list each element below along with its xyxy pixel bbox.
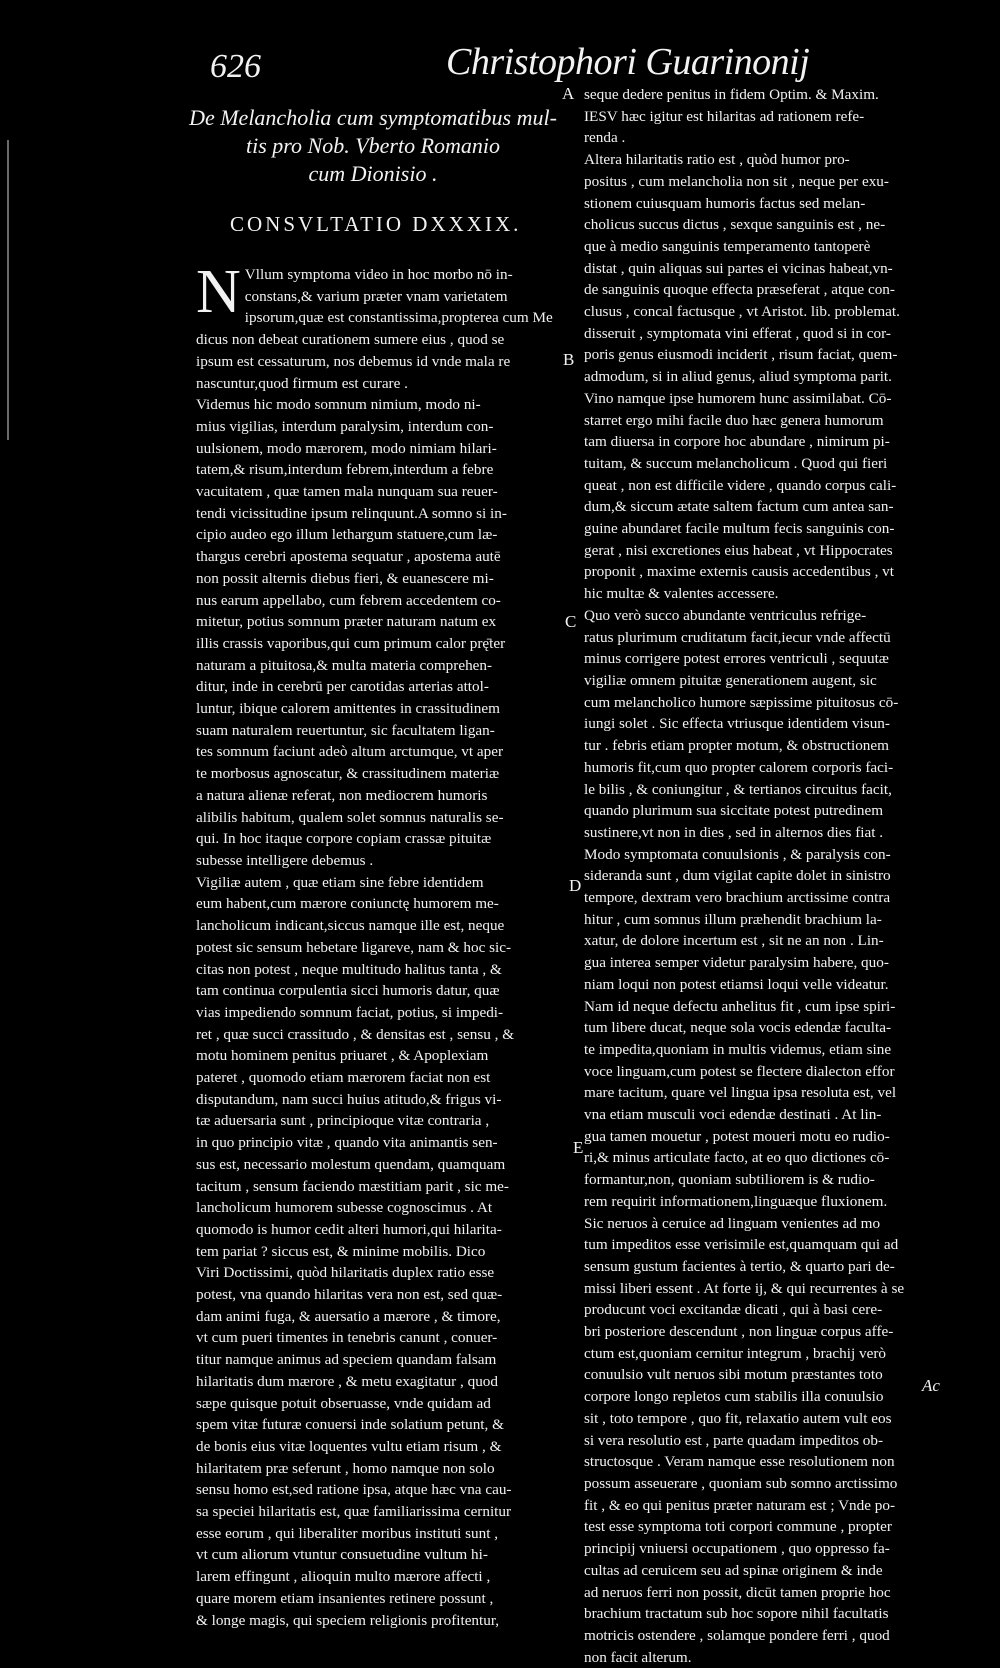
text-line: sensum gustum facientes à tertio, & quarto pari de- (584, 1257, 895, 1275)
text-line: missi liberi essent . At forte ij, & qui recurrentes à se (584, 1279, 905, 1297)
text-line: hitur , cum somnus illum præhendit brachium la- (584, 910, 882, 928)
text-line: poris genus eiusmodi inciderit , risum faciat, quem- (584, 346, 898, 364)
text-line: alibilis habitum, qualem solet somnus naturalis se- (196, 808, 504, 826)
text-line: cum melancholico humore sæpissime pituitosus cō- (584, 693, 899, 711)
text-line: lancholicum indicant,siccus namque ille est, neque (196, 917, 505, 935)
text-line: ipsorum,quæ est constantissima,propterea cum Me (244, 309, 553, 327)
text-line: gua tamen mouetur , potest moueri motu eo rudio- (584, 1127, 890, 1145)
text-line: sæpe quisque potuit obseruasse, vnde quidam ad (196, 1394, 491, 1412)
text-line: quando plurimum sua siccitate potest putredinem (584, 802, 884, 820)
text-line: disputandum, nam succi huius atitudo,& frigus vi- (196, 1090, 502, 1108)
text-line: non facit alterum. (584, 1648, 692, 1666)
text-line: tem pariat ? siccus est, & minime mobilis. Dico (196, 1242, 486, 1260)
text-line: tendi vicissitudine ipsum relinquunt.A somno si in- (196, 504, 507, 522)
text-line: renda . (584, 129, 626, 147)
text-line: que à medio sanguinis temperamento tantoperè (584, 237, 871, 255)
text-line: a natura alienæ referat, non mediocrem humoris (196, 786, 488, 804)
text-line: rem requirit informationem,linguæque fluxionem. (584, 1192, 888, 1210)
text-line: dicus non debeat curationem sumere eius , quod se (196, 331, 505, 349)
text-line: & longe magis, qui speciem religionis profitentur, (196, 1611, 500, 1629)
text-line: tacitum , sensum faciendo mæstitiam parit , sic me- (196, 1177, 509, 1195)
text-line: tatem,& risum,interdum febrem,interdum a febre (196, 461, 494, 479)
text-line: ad neruos ferri non possit, dicūt tamen proprie hoc (584, 1583, 891, 1601)
text-line: Vllum symptoma video in hoc morbo nō in- (244, 266, 513, 283)
margin-letter-a: A (562, 84, 575, 103)
margin-letter-e: E (573, 1138, 584, 1157)
text-line: stionem cuiusquam humoris factus sed melan- (584, 194, 866, 212)
drop-cap: N (196, 258, 241, 326)
text-line: de sanguinis quoque effecta præseferat , atque con- (584, 281, 895, 299)
text-line: nus earum appellabo, cum febrem accedentem co- (196, 591, 501, 609)
text-line: humoris fit,cum quo propter calorem corporis faci- (584, 758, 894, 776)
text-line: lancholicum humorem subesse cognoscimus . At (196, 1199, 493, 1217)
text-line: Sic neruos à ceruice ad linguam venientes ad mo (584, 1214, 881, 1232)
text-line: tæ aduersaria sunt , principioque vitæ contraria , (196, 1112, 490, 1130)
text-line: corpore longo repletos cum stabilis illa conuulsio (584, 1388, 884, 1406)
text-line: tes somnum faciunt adeò altum arctumque, vt aper (196, 743, 504, 761)
text-line: sustinere,vt non in dies , sed in alternos dies fiat . (584, 823, 884, 841)
text-line: gerat , nisi excretiones eius habeat , vt Hippocrates (584, 541, 893, 559)
text-line: le bilis , & coniungitur , & tertianos circuitus facit, (584, 780, 892, 798)
text-line: iungi solet . Sic effecta vtriusque identidem visun- (584, 715, 890, 733)
text-line: dam animi fuga, & auersatio a mærore , & timore, (196, 1307, 501, 1325)
text-line: mius vigilias, interdum paralysim, interdum con- (196, 417, 494, 435)
text-line: nascuntur,quod firmum est curare . (196, 374, 408, 392)
text-line: motricis ostendere , solamque pondere ferri , quod (584, 1626, 890, 1644)
text-line: test esse symptoma toti corpori commune , propter (584, 1518, 892, 1536)
text-line: quomodo is humor cedit alteri humori,qui hilarita- (196, 1220, 502, 1238)
text-line: proponit , maxime externis causis accedentibus , vt (584, 563, 894, 581)
text-line: ditur, inde in cerebrū per carotidas arterias attol- (196, 678, 489, 696)
text-line: de bonis eius vitæ loquentes vultu etiam risum , & (196, 1437, 502, 1455)
text-line: larem effingunt , alioquin multo mærore affecti , (196, 1568, 491, 1586)
text-line: potest, vna quando hilaritas vera non est, sed quæ- (196, 1286, 503, 1304)
text-line: vna etiam musculi voci edendæ destinati . At lin- (584, 1106, 882, 1124)
text-line: admodum, si in aliud genus, aliud symptoma parit. (584, 368, 892, 386)
text-line: non possit alternis diebus fieri, & euanescere mi- (196, 569, 494, 587)
text-line: mare tacitum, quare vel lingua ipsa resoluta est, vel (584, 1084, 897, 1102)
text-line: uulsionem, modo mærorem, modo nimiam hilari- (196, 439, 497, 457)
text-line: possum asseuerare , quoniam sub somno arctissimo (584, 1475, 898, 1492)
margin-letter-b: B (563, 350, 575, 369)
text-line: ratus plurimum cruditatum facit,iecur vnde affectū (584, 628, 891, 646)
text-line: vias impediendo somnum faciat, potius, si impedi- (196, 1003, 504, 1021)
text-line: structosque . Veram namque esse resolutionem non (584, 1453, 895, 1471)
text-line: illis crassis vaporibus,qui cum primum calor prę̄ter (196, 634, 506, 652)
right-column (584, 84, 960, 1668)
text-line: brachium tractatum sub hoc sopore nihil facultatis (584, 1605, 889, 1623)
left-column (196, 258, 560, 1631)
text-line: xatur, de dolore incertum est , sit ne an non . Lin- (584, 932, 884, 950)
text-line: gua interea semper videtur paralysim habere, quo- (584, 954, 889, 972)
text-line: subesse intelligere debemus . (196, 851, 374, 869)
text-line: vigiliæ omnem pituitæ generationem augent, sic (584, 671, 877, 689)
text-line: pateret , quomodo etiam mærorem faciat non est (196, 1069, 491, 1087)
text-line: clusus , concal factusque , vt Aristot. lib. problemat. (584, 303, 900, 321)
text-line: potest sic sensum hebetare ligareve, nam & hoc sic- (196, 938, 512, 956)
text-line: seque dedere penitus in fidem Optim. & Maxim. (584, 86, 879, 103)
title-line: tis pro Nob. Vberto Romanio (245, 133, 501, 158)
text-line: principij vniuersi occupationem , quo oppresso fa- (584, 1540, 890, 1558)
chapter-title (188, 104, 558, 188)
text-line: cultas ad ceruicem seu ad spinæ originem & inde (584, 1561, 883, 1579)
text-line: thargus cerebri apostema sequatur , apostema autē (196, 548, 501, 566)
text-line: hilaritatem præ seferunt , homo namque non solo (196, 1459, 495, 1477)
text-line: in quo principio vitæ , quando vita animantis sen- (196, 1134, 498, 1152)
text-line: vt cum pueri timentes in tenebris canunt , conuer- (196, 1329, 498, 1347)
text-line: IESV hæc igitur est hilaritas ad rationem refe- (584, 107, 865, 125)
text-line: Quo verò succo abundante ventriculus refrige- (584, 606, 867, 624)
text-line: tempore, dextram vero brachium arctissime contra (584, 889, 891, 907)
text-line: spem vitæ futuræ conuersi inde solatium petunt, & (196, 1416, 504, 1434)
text-line: Viri Doctissimi, quòd hilaritatis duplex ratio esse (196, 1264, 495, 1282)
text-line: mitetur, potius somnum præter naturam natum ex (196, 613, 497, 631)
text-line: distat , quin aliquas sui partes ei vicinas habeat,vn- (584, 259, 893, 277)
text-line: vt cum aliorum vtuntur consuetudine vultum hi- (196, 1546, 488, 1564)
margin-letter-c: C (565, 612, 577, 631)
text-line: Modo symptomata conuulsionis , & paralysis con- (584, 845, 891, 863)
text-line: vacuitatem , quæ tamen mala nunquam sua reuer- (196, 483, 498, 501)
text-line: sensu homo est,sed ratione ipsa, atque hæc vna cau- (196, 1481, 512, 1499)
catchword: Ac (922, 1376, 940, 1395)
running-head: Christophori Guarinonij (446, 41, 810, 83)
text-line: starret ergo mihi facile duo hæc genera humorum (584, 411, 884, 429)
text-line: Altera hilaritatis ratio est , quòd humor pro- (584, 151, 850, 169)
text-line: si vera resolutio est , parte quadam impeditos ob- (584, 1431, 884, 1449)
text-line: guine abundaret facile multum fecis sanguinis con- (584, 520, 895, 538)
text-line: qui. In hoc itaque corpore copiam crassæ pituitæ (196, 830, 492, 848)
text-line: esse eorum , qui liberaliter moribus instituti sunt , (196, 1524, 499, 1542)
text-line: Nam id neque defectu anhelitus fit , cum ipse spiri- (584, 997, 896, 1015)
text-line: fit , & eo qui penitus præter naturam est ; Vnde po- (584, 1496, 896, 1514)
text-line: Videmus hic modo somnum nimium, modo ni- (196, 396, 481, 414)
text-line: minus corrigere potest errores ventriculi , sequutæ (584, 650, 889, 668)
text-line: eum habent,cum mærore coniunctę humorem me- (196, 895, 499, 913)
text-line: niam loqui non potest etiamsi loqui velle videatur. (584, 975, 889, 993)
text-line: dum,& siccum ætate saltem factum cum antea san- (584, 498, 894, 516)
text-line: hilaritatis dum mærore , & metu exagitatur , quod (196, 1372, 498, 1390)
margin-letter-d: D (569, 876, 582, 895)
text-line: cipio audeo ego illum lethargum statuere,cum læ- (196, 526, 498, 544)
text-line: hic multæ & valentes accessere. (584, 585, 779, 603)
text-line: bri posteriore descendunt , non linguæ corpus affe- (584, 1323, 894, 1341)
text-line: sit , toto tempore , quo fit, relaxatio autem vult eos (584, 1409, 892, 1427)
text-line: tam continua corpulentia sicci humoris datur, quæ (196, 982, 500, 1000)
text-line: tum impeditos esse verisimile est,quamquam qui ad (584, 1236, 899, 1254)
text-line: queat , non est difficile videre , quando corpus cali- (584, 476, 897, 494)
text-line: tum libere ducat, neque sola vocis edendæ facultа- (584, 1019, 892, 1037)
text-line: tur . febris etiam propter motum, & obstructionem (584, 737, 889, 755)
text-line: titur namque animus ad speciem quandam falsam (196, 1351, 497, 1369)
text-line: producunt voci excitandæ dicati , qui à basi cere- (584, 1301, 883, 1319)
text-line: naturam a pituitosa,& multa materia comprehen- (196, 656, 493, 674)
text-line: te impedita,quoniam in multis videmus, etiam sine (584, 1040, 892, 1058)
text-line: positus , cum melancholia non sit , neque per exu- (584, 172, 889, 190)
text-line: sus est, necessario molestum quendam, quamquam (196, 1155, 506, 1173)
text-line: quare morem etiam insanientes retinere possunt , (196, 1589, 494, 1607)
text-line: formantur,non, quoniam subtiliorem is & rudio- (584, 1171, 875, 1189)
text-line: te morbosus agnoscatur, & crassitudinem materiæ (196, 765, 500, 783)
consultatio-heading: CONSVLTATIO DXXXIX. (230, 212, 522, 236)
text-line: siderandа sunt , dum vigilat capite dolet in sinistro (584, 867, 891, 885)
text-line: constans,& varium præter vnam varietatem (244, 287, 508, 305)
text-line: conuulsio vult neruos sibi motum præstantes toto (584, 1366, 883, 1384)
text-line: ctum est,quoniam cernitur integrum , brachij verò (584, 1344, 886, 1362)
text-line: citas non potest , neque multitudo halitus tanta , & (196, 960, 502, 978)
gutter-rule (7, 140, 9, 440)
text-line: suam naturalem reuertuntur, sic facultatem ligan- (196, 721, 495, 739)
text-line: ri,& minus articulate facto, at eo quo dictiones cō- (584, 1149, 890, 1167)
page-number: 626 (210, 48, 261, 85)
text-line: Vigiliæ autem , quæ etiam sine febre identidem (196, 873, 484, 891)
text-line: Vino namque ipse humorem hunc assimilabat. Cō- (584, 389, 892, 407)
text-line: disseruit , symptomata vini efferat , quod si in cor- (584, 324, 891, 342)
text-line: ipsum est cessaturum, nos debemus id vnde mala re (196, 352, 511, 370)
text-line: motu hominem penitus priuaret , & Apoplexiam (196, 1047, 489, 1065)
text-line: tam diuersa in corpore hoc abundare , nimirum pi- (584, 433, 890, 451)
text-line: ret , quæ succi crassitudo , & densitas est , sensu , & (196, 1025, 515, 1043)
title-line: cum Dionisio . (308, 161, 438, 186)
title-line: De Melancholia cum symptomatibus mul- (189, 105, 557, 130)
text-line: luntur, ibique calorem amittentes in crassitudinem (196, 700, 500, 718)
text-line: tuitam, & succum melancholicum . Quod qui fieri (584, 454, 888, 472)
text-line: voce linguam,cum potest se flectere dialecton effor (584, 1062, 895, 1080)
text-line: cholicus succus dictus , sexque sanguinis est , ne- (584, 216, 886, 234)
text-line: sa speciei hilaritatis est, quæ familiarissima cernitur (196, 1503, 512, 1521)
